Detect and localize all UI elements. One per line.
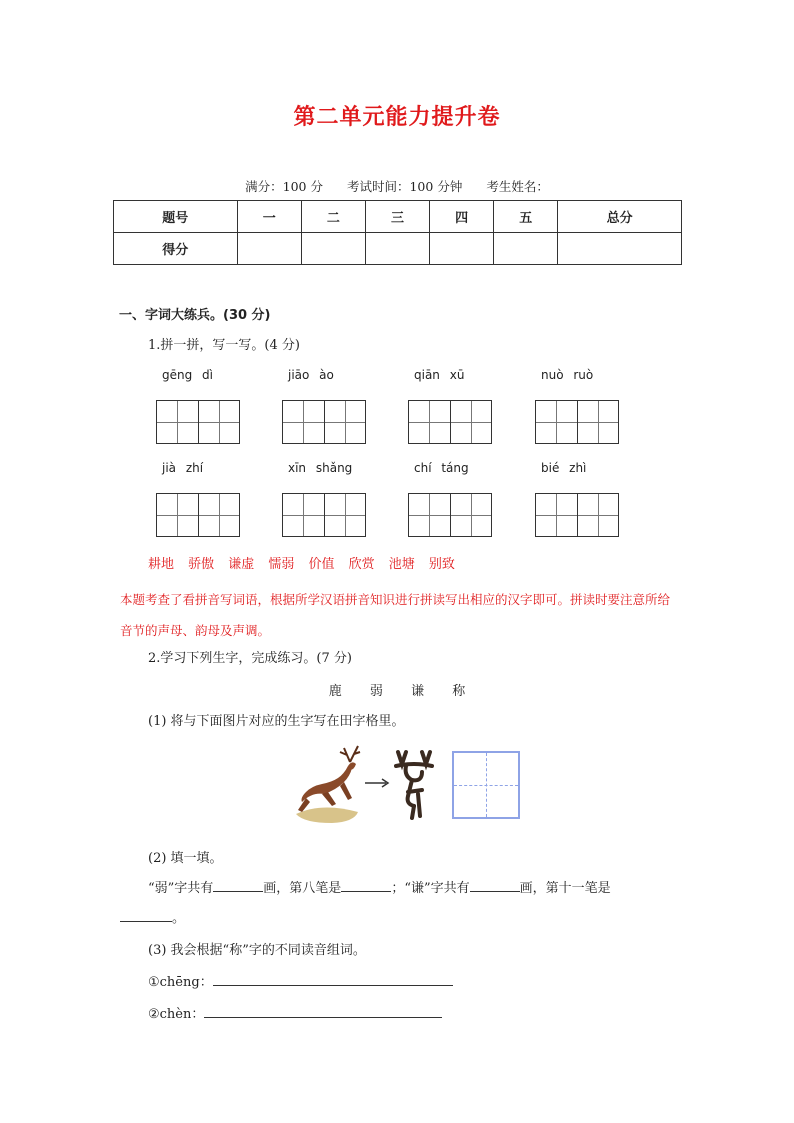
writing-grid[interactable]	[282, 493, 366, 537]
pinyin-label: gēng dì	[162, 368, 213, 382]
writing-grid[interactable]	[156, 493, 240, 537]
score-input-cell[interactable]	[494, 233, 558, 265]
table-cell: 三	[365, 201, 429, 233]
sub-question-1: (1) 将与下面图片对应的生字写在田字格里。	[148, 714, 405, 729]
blank-field[interactable]	[120, 909, 172, 922]
answer-note: 本题考查了看拼音写词语，根据所学汉语拼音知识进行拼读写出相应的汉字即可。拼读时要注意所给音节的声母、韵母及声调。	[120, 592, 671, 638]
fill-text: 画，第八笔是	[263, 881, 342, 896]
score-table-header-row	[114, 201, 682, 233]
writing-grid[interactable]	[282, 400, 366, 444]
pinyin-label: chí táng	[414, 461, 469, 475]
deer-illustration	[292, 742, 362, 824]
fill-text: “弱”字共有	[148, 881, 214, 896]
blank-field[interactable]	[341, 879, 391, 892]
writing-grid[interactable]	[408, 400, 492, 444]
score-input-cell[interactable]	[237, 233, 301, 265]
fill-text: 画，第十一笔是	[519, 881, 611, 896]
character: 谦	[411, 684, 425, 699]
page-title: 第二单元能力提升卷	[293, 105, 501, 130]
writing-grid[interactable]	[156, 400, 240, 444]
pinyin-label: xīn shǎng	[288, 461, 353, 475]
table-cell: 一	[237, 201, 301, 233]
reading-line	[148, 971, 453, 990]
sub-question-3: (3) 我会根据“称”字的不同读音组词。	[148, 943, 366, 958]
question-1-label: 1.拼一拼，写一写。(4 分)	[148, 338, 300, 353]
character: 鹿	[328, 684, 342, 699]
pinyin-label: qiān xū	[414, 368, 465, 382]
table-cell: 五	[494, 201, 558, 233]
reading-line	[148, 1003, 442, 1022]
writing-grid[interactable]	[408, 493, 492, 537]
sub-question-2: (2) 填一填。	[148, 851, 223, 866]
pinyin-label: bié zhì	[541, 461, 587, 475]
writing-grid[interactable]	[535, 400, 619, 444]
exam-time: 考试时间：100 分钟	[346, 179, 463, 194]
table-cell: 题号	[114, 201, 238, 233]
student-name-label: 考生姓名：	[486, 179, 549, 194]
pinyin-label: jiāo ào	[288, 368, 334, 382]
table-cell: 得分	[114, 233, 238, 265]
blank-field[interactable]	[470, 879, 520, 892]
pinyin-label: nuò ruò	[541, 368, 594, 382]
character-list	[0, 680, 794, 699]
question-2-label: 2.学习下列生字，完成练习。(7 分)	[148, 651, 352, 666]
table-cell: 总分	[558, 201, 682, 233]
answer-text: 耕地 骄傲 谦虚 懦弱 价值 欣赏 池塘 别致	[148, 557, 455, 572]
score-table	[113, 200, 682, 265]
fill-in-line	[148, 877, 611, 896]
blank-field[interactable]	[213, 879, 263, 892]
writing-grid[interactable]	[535, 493, 619, 537]
fill-in-line-continued	[120, 907, 185, 926]
fill-text: 。	[172, 911, 186, 926]
fill-text: ；“谦”字共有	[391, 881, 470, 896]
arrow-icon	[364, 777, 390, 789]
ancient-character-glyph	[392, 748, 436, 820]
reading-label: ①chēng：	[148, 975, 213, 990]
table-cell: 二	[301, 201, 365, 233]
section-heading: 一、字词大练兵。(30 分)	[119, 308, 271, 323]
character: 弱	[369, 684, 383, 699]
exam-info	[0, 177, 794, 195]
score-table-score-row	[114, 233, 682, 265]
score-input-cell[interactable]	[365, 233, 429, 265]
score-input-cell[interactable]	[430, 233, 494, 265]
score-input-cell[interactable]	[301, 233, 365, 265]
blank-field[interactable]	[213, 973, 453, 986]
pinyin-label: jià zhí	[162, 461, 204, 475]
full-score: 满分：100 分	[245, 179, 323, 194]
blank-field[interactable]	[204, 1005, 442, 1018]
character: 称	[452, 684, 466, 699]
table-cell: 四	[430, 201, 494, 233]
score-input-cell[interactable]	[558, 233, 682, 265]
reading-label: ②chèn：	[148, 1007, 205, 1022]
answer-writing-grid[interactable]	[452, 751, 520, 819]
